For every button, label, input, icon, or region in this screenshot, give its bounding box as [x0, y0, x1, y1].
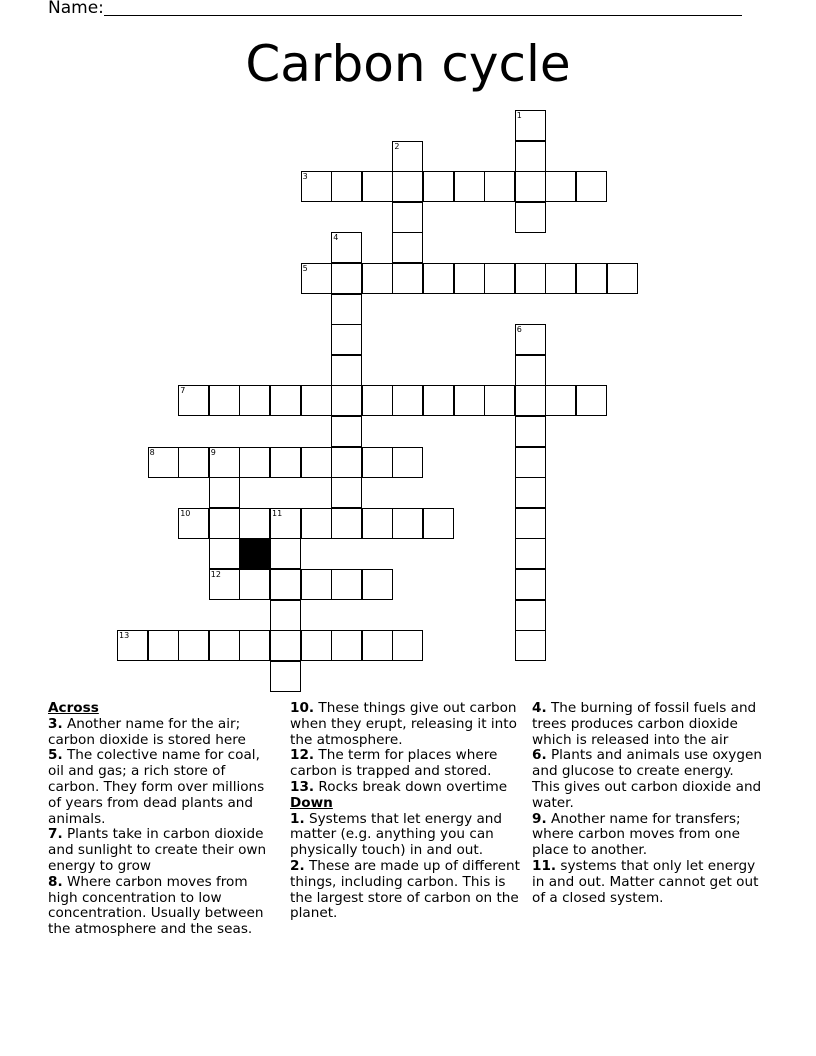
clue-number-label: 2 [394, 141, 400, 151]
grid-cell[interactable] [515, 171, 546, 202]
grid-cell[interactable] [392, 508, 423, 539]
clue-text: The colective name for coal, oil and gas; a rich store of carbon. They form over millions of years from dead plants and animals. [48, 747, 265, 827]
clue-column-1 [48, 701, 280, 938]
across-header: Across [48, 700, 99, 716]
clue-item [532, 859, 764, 906]
grid-cell[interactable] [301, 630, 332, 661]
clue-text: The burning of fossil fuels and trees produces carbon dioxide which is released into the air [532, 700, 757, 748]
clue-item [532, 748, 764, 811]
grid-cell[interactable] [515, 569, 546, 600]
clue-item [532, 812, 764, 859]
clue-item [290, 701, 526, 748]
grid-cell[interactable] [423, 385, 454, 416]
grid-cell[interactable] [392, 171, 423, 202]
grid-cell[interactable] [392, 141, 423, 172]
grid-cell[interactable] [209, 538, 240, 569]
grid-cell[interactable] [515, 324, 546, 355]
grid-cell[interactable] [178, 508, 209, 539]
grid-cell[interactable] [454, 171, 485, 202]
grid-cell[interactable] [301, 569, 332, 600]
grid-cell[interactable] [270, 661, 301, 692]
clue-number: 11. [532, 857, 557, 874]
grid-cell[interactable] [331, 294, 362, 325]
clue-item [290, 748, 526, 780]
clue-text: Rocks break down overtime [314, 778, 508, 795]
clue-number: 4. [532, 700, 547, 716]
clue-number: 3. [48, 715, 63, 732]
clue-number-label: 8 [149, 447, 155, 457]
grid-cell[interactable] [331, 232, 362, 263]
grid-cell[interactable] [515, 477, 546, 508]
grid-cell[interactable] [515, 202, 546, 233]
clue-text: These things give out carbon when they erupt, releasing it into the atmosphere. [290, 700, 517, 748]
grid-cell[interactable] [362, 569, 393, 600]
grid-cell[interactable] [454, 385, 485, 416]
grid-cell[interactable] [239, 569, 270, 600]
grid-cell[interactable] [392, 630, 423, 661]
clue-number: 9. [532, 810, 547, 827]
grid-cell[interactable] [331, 477, 362, 508]
clue-item [290, 812, 526, 859]
grid-cell[interactable] [209, 477, 240, 508]
clue-item [48, 827, 280, 874]
grid-cell[interactable] [270, 600, 301, 631]
grid-cell[interactable] [239, 447, 270, 478]
grid-cell[interactable] [301, 508, 332, 539]
grid-cell[interactable] [515, 416, 546, 447]
grid-cell[interactable] [454, 263, 485, 294]
grid-cell[interactable] [576, 385, 607, 416]
grid-cell[interactable] [117, 630, 148, 661]
grid-cell[interactable] [148, 447, 179, 478]
grid-cell[interactable] [484, 385, 515, 416]
grid-cell[interactable] [148, 630, 179, 661]
grid-cell[interactable] [178, 630, 209, 661]
name-label: Name: [48, 0, 104, 18]
grid-cell[interactable] [209, 630, 240, 661]
grid-cell[interactable] [362, 385, 393, 416]
grid-cell[interactable] [178, 385, 209, 416]
grid-cell[interactable] [209, 569, 240, 600]
clue-text: Plants take in carbon dioxide and sunlight to create their own energy to grow [48, 826, 267, 874]
clue-number: 7. [48, 826, 63, 843]
grid-cell[interactable] [331, 171, 362, 202]
grid-cell[interactable] [545, 171, 576, 202]
grid-cell[interactable] [515, 630, 546, 661]
grid-cell[interactable] [270, 569, 301, 600]
clue-number-label: 13 [119, 631, 130, 641]
clue-number-label: 4 [333, 233, 339, 243]
grid-cell[interactable] [209, 508, 240, 539]
grid-cell[interactable] [515, 355, 546, 386]
clue-number: 8. [48, 873, 63, 890]
grid-cell[interactable] [270, 447, 301, 478]
grid-cell[interactable] [545, 263, 576, 294]
grid-cell[interactable] [362, 508, 393, 539]
grid-cell[interactable] [331, 385, 362, 416]
grid-cell[interactable] [331, 263, 362, 294]
grid-cell[interactable] [515, 538, 546, 569]
clue-item [48, 717, 280, 749]
grid-cell[interactable] [515, 110, 546, 141]
grid-cell[interactable] [301, 385, 332, 416]
grid-cell[interactable] [515, 600, 546, 631]
grid-cell[interactable] [331, 569, 362, 600]
grid-cell[interactable] [362, 630, 393, 661]
grid-cell[interactable] [392, 232, 423, 263]
grid-cell[interactable] [392, 202, 423, 233]
grid-cell[interactable] [362, 263, 393, 294]
grid-cell[interactable] [423, 263, 454, 294]
grid-cell[interactable] [331, 324, 362, 355]
clue-item [290, 859, 526, 922]
grid-cell[interactable] [515, 385, 546, 416]
grid-cell[interactable] [301, 171, 332, 202]
clue-text: The term for places where carbon is trapped and stored. [290, 747, 498, 780]
clue-text: Systems that let energy and matter (e.g. anything you can physically touch) in and out. [290, 810, 503, 859]
clue-number-label: 3 [302, 172, 308, 182]
grid-cell[interactable] [484, 263, 515, 294]
clue-text: Another name for transfers; where carbon moves from one place to another. [532, 810, 741, 859]
grid-cell[interactable] [270, 385, 301, 416]
clue-item [48, 748, 280, 827]
clue-text: These are made up of different things, including carbon. This is the largest store of carbon on the planet. [290, 857, 520, 922]
grid-cell[interactable] [331, 447, 362, 478]
clue-number-label: 9 [210, 447, 216, 457]
clue-text: Plants and animals use oxygen and glucose to create energy. This gives out carbon dioxide and water. [532, 747, 762, 811]
grid-cell[interactable] [423, 171, 454, 202]
grid-cell[interactable] [331, 508, 362, 539]
clue-number-label: 10 [180, 508, 191, 518]
clue-text: Another name for the air; carbon dioxide is stored here [48, 715, 246, 748]
clue-column-2 [290, 701, 526, 922]
down-header: Down [290, 794, 333, 811]
grid-cell[interactable] [607, 263, 638, 294]
grid-cell[interactable] [178, 447, 209, 478]
clue-text: Where carbon moves from high concentration to low concentration. Usually between the atmosphere and the seas. [48, 873, 264, 938]
clue-item [290, 780, 526, 796]
grid-cell[interactable] [270, 630, 301, 661]
clue-item [532, 701, 764, 748]
clue-number-label: 11 [272, 508, 283, 518]
grid-cell[interactable] [239, 630, 270, 661]
grid-cell[interactable] [515, 141, 546, 172]
grid-cell[interactable] [515, 447, 546, 478]
clue-number-label: 5 [302, 264, 308, 273]
page-title: Carbon cycle [245, 35, 571, 93]
grid-cell[interactable] [392, 263, 423, 294]
grid-cell[interactable] [576, 171, 607, 202]
grid-cell[interactable] [392, 385, 423, 416]
clue-number-label: 6 [516, 325, 522, 335]
clue-number-label: 1 [516, 111, 522, 120]
clue-column-3 [532, 701, 764, 906]
grid-cell[interactable] [576, 263, 607, 294]
clue-item [48, 875, 280, 938]
grid-cell[interactable] [301, 447, 332, 478]
clue-number: 2. [290, 857, 305, 874]
grid-cell[interactable] [362, 171, 393, 202]
grid-cell[interactable] [392, 447, 423, 478]
grid-cell[interactable] [331, 630, 362, 661]
clue-number: 12. [290, 747, 315, 764]
grid-cell[interactable] [331, 416, 362, 447]
grid-cell[interactable] [209, 447, 240, 478]
grid-cell[interactable] [484, 171, 515, 202]
grid-cell[interactable] [515, 263, 546, 294]
clue-number-label: 12 [210, 570, 221, 579]
clue-number: 13. [290, 778, 315, 795]
clue-number-label: 7 [180, 386, 186, 396]
clue-number: 1. [290, 810, 305, 827]
grid-cell[interactable] [301, 263, 332, 294]
blocked-cell [239, 538, 270, 569]
grid-cell[interactable] [545, 385, 576, 416]
clue-text: systems that only let energy in and out. Matter cannot get out of a closed system. [532, 857, 759, 906]
grid-cell[interactable] [270, 508, 301, 539]
clue-number: 5. [48, 747, 63, 764]
grid-cell[interactable] [423, 508, 454, 539]
grid-cell[interactable] [270, 538, 301, 569]
grid-cell[interactable] [209, 385, 240, 416]
grid-cell[interactable] [239, 385, 270, 416]
grid-cell[interactable] [239, 508, 270, 539]
grid-cell[interactable] [331, 355, 362, 386]
clue-number: 6. [532, 747, 547, 764]
grid-cell[interactable] [515, 508, 546, 539]
clue-number: 10. [290, 700, 315, 716]
grid-cell[interactable] [362, 447, 393, 478]
